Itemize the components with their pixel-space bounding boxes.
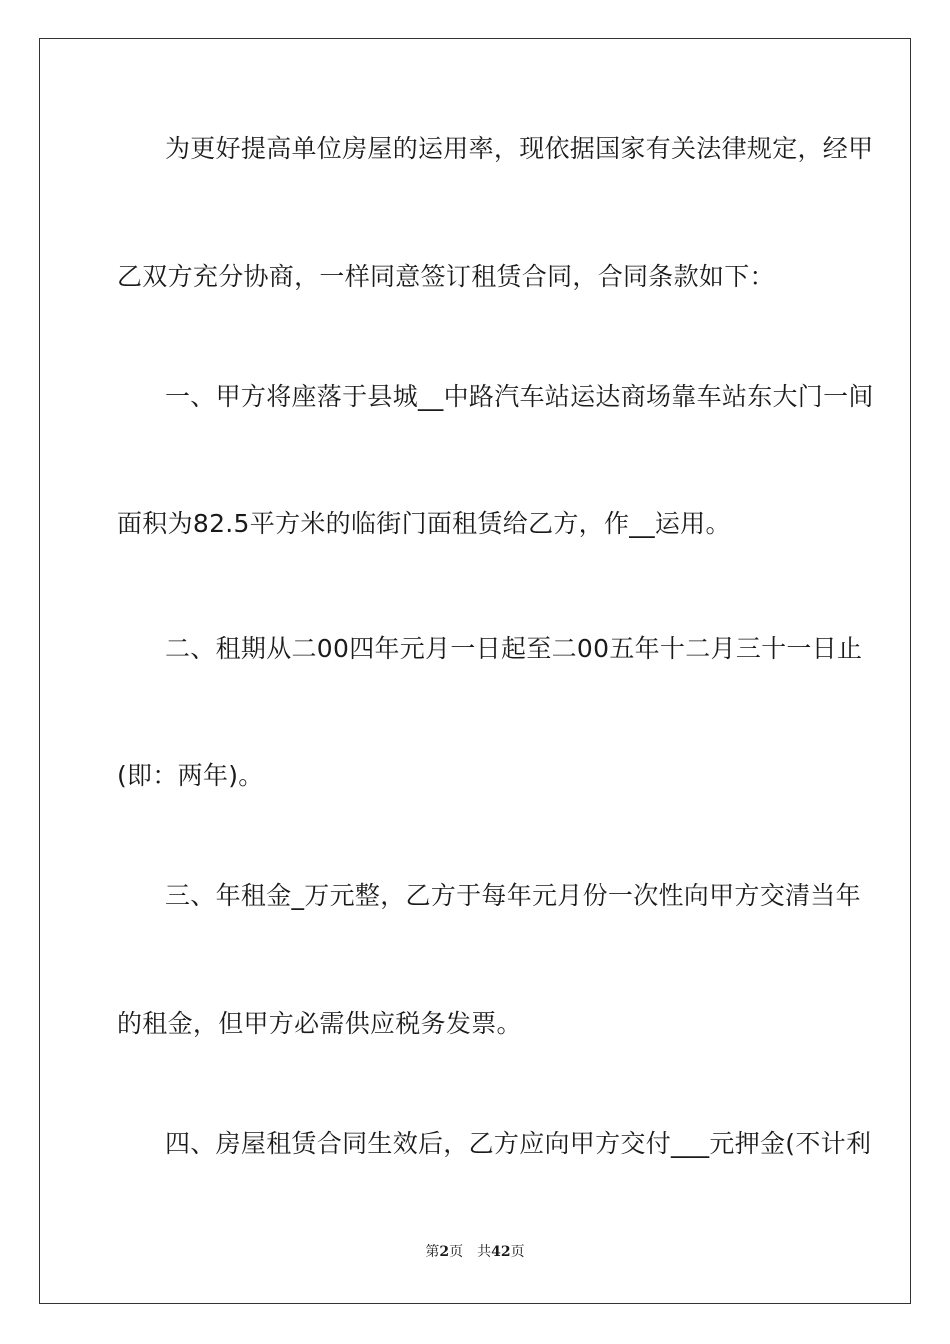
footer-total-suffix: 页	[510, 1244, 525, 1260]
footer-total-pages: 42	[491, 1244, 511, 1260]
footer-page-suffix: 页	[449, 1244, 464, 1260]
page-footer	[0, 1243, 950, 1261]
paragraph-line-1: 为更好提高单位房屋的运用率，现依据国家有关法律规定，经甲	[165, 134, 874, 163]
paragraph-line-5: 二、租期从二00四年元月一日起至二00五年十二月三十一日止	[165, 634, 863, 663]
paragraph-line-6: (即：两年)。	[117, 761, 264, 790]
paragraph-line-2: 乙双方充分协商，一样同意签订租赁合同，合同条款如下：	[117, 262, 775, 291]
paragraph-line-8: 的租金，但甲方必需供应税务发票。	[117, 1009, 522, 1038]
paragraph-line-9: 四、房屋租赁合同生效后，乙方应向甲方交付___元押金(不计利	[165, 1129, 872, 1158]
footer-page-number: 2	[439, 1244, 450, 1260]
paragraph-line-4: 面积为82.5平方米的临街门面租赁给乙方，作__运用。	[117, 509, 731, 538]
paragraph-line-3: 一、甲方将座落于县城__中路汽车站运达商场靠车站东大门一间	[165, 382, 874, 411]
footer-total-prefix: 共	[477, 1244, 492, 1260]
paragraph-line-7: 三、年租金_万元整，乙方于每年元月份一次性向甲方交清当年	[165, 881, 861, 910]
page-border	[39, 38, 911, 1304]
footer-page-prefix: 第	[425, 1244, 440, 1260]
